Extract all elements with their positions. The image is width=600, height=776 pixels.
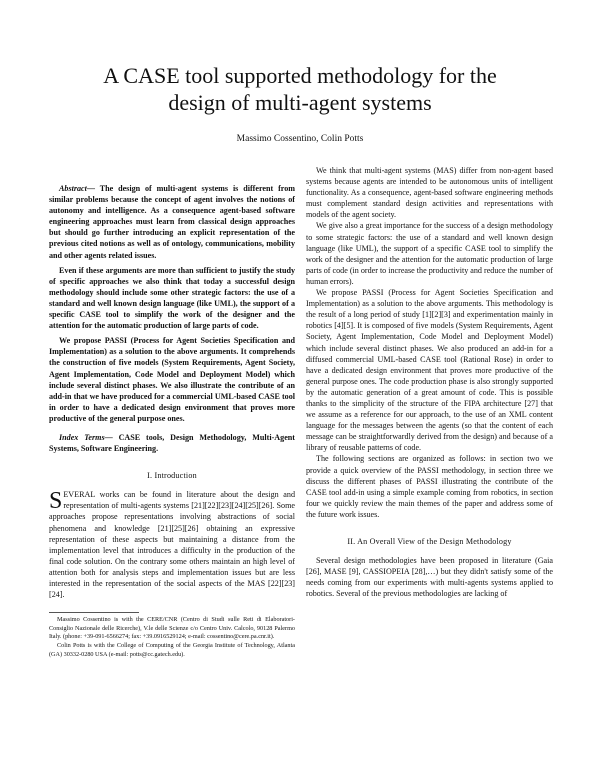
footnote-rule <box>49 612 139 613</box>
title-line-2: design of multi-agent systems <box>168 90 432 115</box>
footnote-author-1: Massimo Cossentino is with the CERE/CNR (Centro di Studi sulle Reti di Elaboratori-Consiglio Nazionale delle Ricerche), V.le delle Scienze c/o Centro Univ. Calcolo, 90128 Palermo Italy. (phone: +39-091-6566274; fax: +39.0916529124; e-mail: cossentino@cere.pa.cnr.it). <box>49 616 295 641</box>
right-paragraph-1: We think that multi-agent systems (MAS) differ from non-agent based systems because agents are intended to be autonomous units of intelligent functionality. As a consequence, agent-based software engineering methods must complement standard design activities and representations with models of the agent society. <box>306 166 553 220</box>
index-terms-label: Index Terms <box>59 432 105 442</box>
paper-title <box>40 62 560 116</box>
dropcap-letter: S <box>49 488 63 515</box>
left-column <box>49 183 295 659</box>
abstract-paragraph-3: We propose PASSI (Process for Agent Societies Specification and Implementation) as a solution to the above arguments. It comprehends the construction of five models (System Requirements, Agent Society, Agent Implementation, Code Model and Deployment Model) which include several distinct phases. We also illustrate the contribute of an add-in that we have produced for a commercial UML-based CASE tool in order to have a dedicated design environment that proves more productive of the general purpose ones. <box>49 336 295 423</box>
author-list: Massimo Cossentino, Colin Potts <box>236 134 364 144</box>
right-column <box>306 165 553 599</box>
title-line-1: A CASE tool supported methodology for the <box>103 63 497 88</box>
right-paragraph-3: We propose PASSI (Process for Agent Societies Specification and Implementation) as a solution to the above arguments. This methodology is the result of a long period of study [1][2][3] and experimentation mainly in robotics [4][5]. It is composed of five models (System Requirements, Agent Society, Agent Implementation, Code Model and Deployment Model) which include several distinct phases. We also produced an add-in for a diffused commercial UML-based CASE tool (Rational Rose) in order to have a dedicated design environment that proves more productive of the general purpose ones. The code production phase is also strongly supported by the automatic generation of a great amount of code. This is possible thanks to the simplicity of the structure of the FIPA architecture [27] that we assume as a reference for our approach, to the use of an XML content language for the messages between the agents (so that the content of each message can be straightforwardly derived from the design) and because of a library of reusable patterns of code. <box>306 288 553 453</box>
intro-text-1: EVERAL works can be found in literature about the design and representation of multi-agents systems [21][22][23][24][25][26]. Some approaches propose representations involving abstractions of social phenomena and knowledge [21][25][26] obtaining an expressive representation of these aspects but maintaining a distance from the implementation level that introduces a difficulty in the production of the final code solution. On the contrary some others maintain an high level of attention both for analysis steps and implementation issues but are less interested in the representation of the social aspects of the MAS [22][23][24]. <box>49 490 295 600</box>
footnote-author-2: Colin Potts is with the College of Computing of the Georgia Institute of Technology, Atlanta (GA) 30332-0280 USA (e-mail: potts@cc.gatech.edu). <box>49 641 295 658</box>
right-paragraph-5: Several design methodologies have been proposed in literature (Gaia [26], MASE [9], CASSIOPEIA [28],…) but they didn't satisfy some of the needs coming from our experiments with multi-agents systems applied to robotics. Several of the previous methodologies are lacking of <box>306 556 553 599</box>
index-terms-text: — CASE tools, Design Methodology, Multi-Agent Systems, Software Engineering. <box>49 432 295 454</box>
right-paragraph-2: We give also a great importance for the success of a design methodology to some strategic factors: the use of a standard and well known design language (like UML), the support of a specific CASE tool to simplify the work of the designer and the attention for the automatic production of large parts of code (in order to increase the productivity and reduce the number of human errors). <box>306 221 553 286</box>
section-heading-overview: II. An Overall View of the Design Methodology <box>347 537 512 546</box>
abstract-label: Abstract <box>59 184 87 193</box>
intro-paragraph-1 <box>49 489 295 600</box>
abstract-paragraph-1 <box>49 183 295 261</box>
abstract-paragraph-2: Even if these arguments are more than sufficient to justify the study of specific approaches we also think that today a successful design methodology should include some other strategic factors: the use of a standard and well known design language (like UML), the support of a specific CASE tool to simplify the work of the designer and the attention for the automatic production of large parts of code. <box>49 265 295 331</box>
abstract-text-1: — The design of multi-agent systems is different from similar problems because the concept of agent involves the notions of autonomy and intelligence. As a consequence agent-based software engineering approaches must learn from classical design approaches but should go further introducing an explicit representation of the previous cited notions as well as of ontology, communications, mobility and other agents related issues. <box>49 184 295 260</box>
right-paragraph-4: The following sections are organized as follows: in section two we provide a quick overview of the PASSI methodology, in section three we discuss the different phases of PASSI illustrating the contribute of the CASE tool add-in using a simple example coming from robotics, in section four we quickly review the main themes of the paper and address some of the future work issues. <box>306 454 553 519</box>
index-terms <box>49 432 295 454</box>
section-heading-introduction: I. Introduction <box>147 471 197 481</box>
